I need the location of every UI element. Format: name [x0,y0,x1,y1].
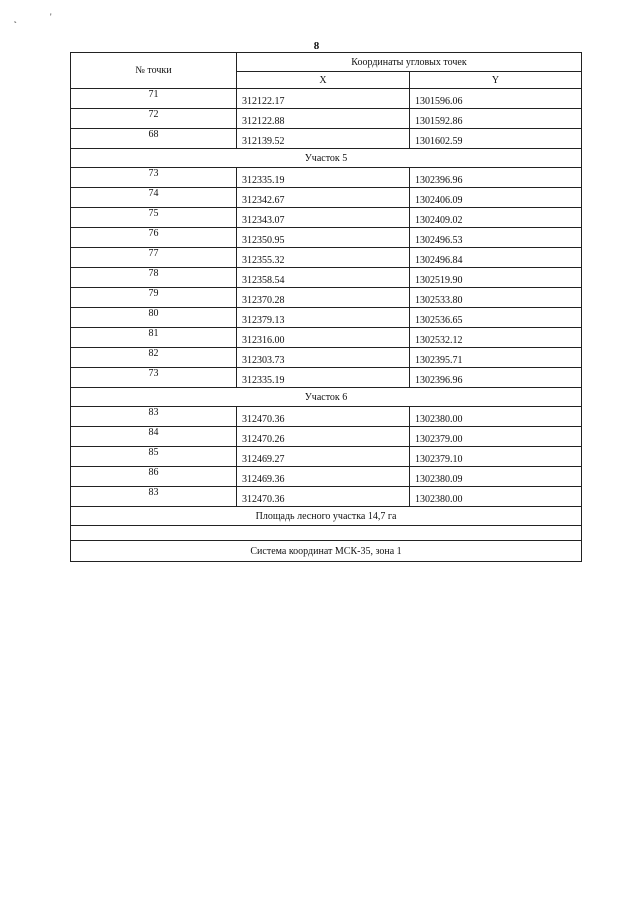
x-coordinate-cell: 312122.17 [237,89,410,109]
coordinates-table [70,52,582,562]
table-row [71,89,582,109]
table-row [71,268,582,288]
y-coordinate-cell: 1302496.53 [410,228,582,248]
y-coordinate-cell: 1301592.86 [410,109,582,129]
y-coordinate-cell: 1302409.02 [410,208,582,228]
point-number-cell: 84 [71,427,237,447]
x-coordinate-cell: 312335.19 [237,168,410,188]
point-number-cell: 79 [71,288,237,308]
section-title: Участок 5 [71,149,582,168]
table-row [71,368,582,388]
table-row [71,109,582,129]
y-coordinate-cell: 1302380.00 [410,487,582,507]
page-number: 8 [313,40,320,52]
y-coordinate-cell: 1302536.65 [410,308,582,328]
coordinate-system-text: Система координат МСК-35, зона 1 [71,541,582,562]
table-row [71,188,582,208]
point-number-cell: 73 [71,368,237,388]
area-row [71,507,582,526]
section-title: Участок 6 [71,388,582,407]
x-coordinate-cell: 312355.32 [237,248,410,268]
table-row [71,168,582,188]
y-coordinate-cell: 1302379.00 [410,427,582,447]
x-coordinate-cell: 312379.13 [237,308,410,328]
table-row [71,447,582,467]
y-coordinate-cell: 1302379.10 [410,447,582,467]
coordinates-title-header: Координаты угловых точек [237,53,582,72]
x-coordinate-cell: 312370.28 [237,288,410,308]
scan-mark-2: ' [50,12,52,22]
x-coordinate-cell: 312470.36 [237,487,410,507]
y-coordinate-cell: 1302519.90 [410,268,582,288]
point-number-cell: 83 [71,407,237,427]
point-number-cell: 78 [71,268,237,288]
point-number-cell: 72 [71,109,237,129]
table-row [71,427,582,447]
spacer-row [71,526,582,541]
point-number-cell: 73 [71,168,237,188]
y-coordinate-cell: 1302380.00 [410,407,582,427]
x-coordinate-cell: 312342.67 [237,188,410,208]
point-number-cell: 82 [71,348,237,368]
x-coordinate-cell: 312122.88 [237,109,410,129]
table-row [71,487,582,507]
y-coordinate-cell: 1302533.80 [410,288,582,308]
table-row [71,129,582,149]
x-coordinate-cell: 312470.26 [237,427,410,447]
point-number-cell: 83 [71,487,237,507]
table-body [71,89,582,507]
point-number-header: № точки [71,53,237,89]
section-row [71,388,582,407]
y-coordinate-cell: 1302406.09 [410,188,582,208]
table-row [71,208,582,228]
x-coordinate-cell: 312303.73 [237,348,410,368]
table-row [71,308,582,328]
y-coordinate-cell: 1302496.84 [410,248,582,268]
y-coordinate-cell: 1301602.59 [410,129,582,149]
table-row [71,288,582,308]
section-row [71,149,582,168]
point-number-cell: 86 [71,467,237,487]
point-number-cell: 74 [71,188,237,208]
point-number-cell: 75 [71,208,237,228]
x-coordinate-cell: 312350.95 [237,228,410,248]
table-row [71,248,582,268]
x-column-header: X [237,72,410,89]
point-number-cell: 85 [71,447,237,467]
x-coordinate-cell: 312469.27 [237,447,410,467]
x-coordinate-cell: 312335.19 [237,368,410,388]
x-coordinate-cell: 312316.00 [237,328,410,348]
table-row [71,228,582,248]
table-row [71,467,582,487]
system-row [71,541,582,562]
scan-mark-1: ˛ [14,13,17,23]
blank-cell [71,526,582,541]
y-coordinate-cell: 1302396.96 [410,168,582,188]
y-coordinate-cell: 1302395.71 [410,348,582,368]
point-number-cell: 77 [71,248,237,268]
y-coordinate-cell: 1302396.96 [410,368,582,388]
point-number-cell: 81 [71,328,237,348]
point-number-cell: 68 [71,129,237,149]
area-text: Площадь лесного участка 14,7 га [71,507,582,526]
x-coordinate-cell: 312343.07 [237,208,410,228]
y-coordinate-cell: 1301596.06 [410,89,582,109]
y-coordinate-cell: 1302532.12 [410,328,582,348]
point-number-cell: 76 [71,228,237,248]
table-row [71,328,582,348]
table-row [71,348,582,368]
y-column-header: Y [410,72,582,89]
point-number-cell: 71 [71,89,237,109]
x-coordinate-cell: 312469.36 [237,467,410,487]
point-number-cell: 80 [71,308,237,328]
table-row [71,407,582,427]
y-coordinate-cell: 1302380.09 [410,467,582,487]
x-coordinate-cell: 312358.54 [237,268,410,288]
x-coordinate-cell: 312470.36 [237,407,410,427]
x-coordinate-cell: 312139.52 [237,129,410,149]
